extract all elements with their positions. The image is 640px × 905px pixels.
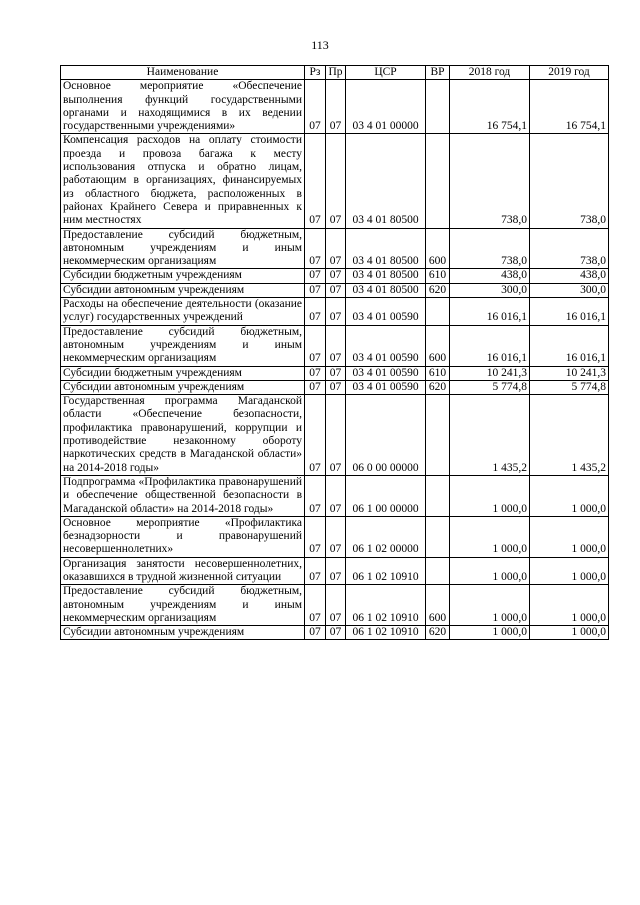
cell-pr: 07 <box>326 380 346 394</box>
header-csr: ЦСР <box>346 66 426 80</box>
cell-name: Субсидии бюджетным учреждениям <box>61 269 305 283</box>
table-row <box>61 80 609 134</box>
cell-rz: 07 <box>305 380 326 394</box>
header-2019: 2019 год <box>530 66 609 80</box>
table-row <box>61 325 609 366</box>
table-row <box>61 516 609 557</box>
cell-name: Предоставление субсидий бюджетным, автономным учреждениям и иным некоммерческим организациям <box>61 585 305 626</box>
cell-rz: 07 <box>305 80 326 134</box>
cell-vr: 610 <box>426 269 450 283</box>
cell-pr: 07 <box>326 557 346 585</box>
cell-rz: 07 <box>305 395 326 476</box>
cell-2018: 16 754,1 <box>450 80 530 134</box>
cell-2019: 1 000,0 <box>530 585 609 626</box>
cell-2018: 1 000,0 <box>450 557 530 585</box>
cell-vr <box>426 80 450 134</box>
table-row <box>61 626 609 640</box>
cell-2019: 16 754,1 <box>530 80 609 134</box>
cell-pr: 07 <box>326 80 346 134</box>
cell-rz: 07 <box>305 366 326 380</box>
cell-2018: 438,0 <box>450 269 530 283</box>
cell-pr: 07 <box>326 366 346 380</box>
cell-pr: 07 <box>326 269 346 283</box>
cell-vr <box>426 395 450 476</box>
cell-name: Основное мероприятие «Обеспечение выполнения функций государственными органами и находящимися в их ведении государственными учреждениями» <box>61 80 305 134</box>
cell-vr: 620 <box>426 380 450 394</box>
table-row <box>61 228 609 269</box>
cell-2018: 300,0 <box>450 283 530 297</box>
cell-csr: 03 4 01 80500 <box>346 269 426 283</box>
cell-vr: 600 <box>426 585 450 626</box>
cell-csr: 03 4 01 00590 <box>346 366 426 380</box>
cell-2019: 738,0 <box>530 134 609 228</box>
cell-csr: 06 1 00 00000 <box>346 475 426 516</box>
cell-2019: 16 016,1 <box>530 298 609 326</box>
cell-csr: 06 1 02 00000 <box>346 516 426 557</box>
cell-2018: 1 000,0 <box>450 516 530 557</box>
cell-pr: 07 <box>326 395 346 476</box>
cell-2018: 738,0 <box>450 134 530 228</box>
cell-rz: 07 <box>305 475 326 516</box>
cell-2018: 5 774,8 <box>450 380 530 394</box>
cell-2019: 300,0 <box>530 283 609 297</box>
header-name: Наименование <box>61 66 305 80</box>
cell-csr: 03 4 01 00590 <box>346 298 426 326</box>
cell-vr: 610 <box>426 366 450 380</box>
cell-2018: 738,0 <box>450 228 530 269</box>
cell-csr: 03 4 01 00590 <box>346 325 426 366</box>
table-header <box>61 66 609 80</box>
cell-name: Расходы на обеспечение деятельности (оказание услуг) государственных учреждений <box>61 298 305 326</box>
table-row <box>61 298 609 326</box>
table-row <box>61 585 609 626</box>
table-row <box>61 134 609 228</box>
cell-csr: 03 4 01 80500 <box>346 228 426 269</box>
cell-rz: 07 <box>305 298 326 326</box>
cell-rz: 07 <box>305 516 326 557</box>
cell-2018: 16 016,1 <box>450 298 530 326</box>
cell-rz: 07 <box>305 325 326 366</box>
cell-2019: 1 000,0 <box>530 475 609 516</box>
cell-rz: 07 <box>305 557 326 585</box>
cell-2019: 438,0 <box>530 269 609 283</box>
cell-name: Компенсация расходов на оплату стоимости проезда и провоза багажа к месту использования отпуска и обратно лицам, работающим в организациях, финансируемых из областного бюджета, расположенных в районах Крайнего Севера и приравненных к ним местностях <box>61 134 305 228</box>
cell-2019: 10 241,3 <box>530 366 609 380</box>
cell-rz: 07 <box>305 283 326 297</box>
cell-2019: 5 774,8 <box>530 380 609 394</box>
table-row <box>61 395 609 476</box>
cell-csr: 06 0 00 00000 <box>346 395 426 476</box>
cell-pr: 07 <box>326 283 346 297</box>
cell-2018: 1 000,0 <box>450 475 530 516</box>
cell-csr: 03 4 01 00590 <box>346 380 426 394</box>
cell-pr: 07 <box>326 298 346 326</box>
cell-name: Субсидии автономным учреждениям <box>61 626 305 640</box>
cell-pr: 07 <box>326 325 346 366</box>
cell-2019: 738,0 <box>530 228 609 269</box>
header-pr: Пр <box>326 66 346 80</box>
cell-2018: 1 435,2 <box>450 395 530 476</box>
cell-name: Предоставление субсидий бюджетным, автономным учреждениям и иным некоммерческим организациям <box>61 325 305 366</box>
cell-vr: 620 <box>426 626 450 640</box>
header-row <box>61 66 609 80</box>
cell-2018: 1 000,0 <box>450 626 530 640</box>
cell-pr: 07 <box>326 585 346 626</box>
cell-vr <box>426 298 450 326</box>
cell-2018: 16 016,1 <box>450 325 530 366</box>
cell-name: Субсидии бюджетным учреждениям <box>61 366 305 380</box>
cell-vr: 620 <box>426 283 450 297</box>
cell-2019: 1 000,0 <box>530 626 609 640</box>
cell-pr: 07 <box>326 228 346 269</box>
cell-csr: 06 1 02 10910 <box>346 557 426 585</box>
cell-2019: 1 435,2 <box>530 395 609 476</box>
table-row <box>61 269 609 283</box>
page-number: 113 <box>311 38 329 52</box>
cell-name: Подпрограмма «Профилактика правонарушений и обеспечение общественной безопасности в Магаданской области» на 2014-2018 годы» <box>61 475 305 516</box>
cell-csr: 06 1 02 10910 <box>346 626 426 640</box>
table-body <box>61 80 609 640</box>
cell-rz: 07 <box>305 134 326 228</box>
cell-2019: 16 016,1 <box>530 325 609 366</box>
cell-pr: 07 <box>326 475 346 516</box>
cell-vr <box>426 475 450 516</box>
header-2018: 2018 год <box>450 66 530 80</box>
cell-rz: 07 <box>305 269 326 283</box>
cell-name: Субсидии автономным учреждениям <box>61 380 305 394</box>
cell-csr: 03 4 01 80500 <box>346 134 426 228</box>
table-row <box>61 283 609 297</box>
cell-name: Организация занятости несовершеннолетних, оказавшихся в трудной жизненной ситуации <box>61 557 305 585</box>
cell-name: Предоставление субсидий бюджетным, автономным учреждениям и иным некоммерческим организациям <box>61 228 305 269</box>
cell-pr: 07 <box>326 134 346 228</box>
cell-name: Государственная программа Магаданской области «Обеспечение безопасности, профилактика правонарушений, коррупции и противодействие незаконному обороту наркотических средств в Магаданской области» на 2014-2018 годы» <box>61 395 305 476</box>
cell-2019: 1 000,0 <box>530 557 609 585</box>
cell-vr: 600 <box>426 325 450 366</box>
table-row <box>61 380 609 394</box>
cell-2018: 10 241,3 <box>450 366 530 380</box>
cell-pr: 07 <box>326 516 346 557</box>
header-rz: Рз <box>305 66 326 80</box>
cell-pr: 07 <box>326 626 346 640</box>
cell-csr: 06 1 02 10910 <box>346 585 426 626</box>
cell-name: Основное мероприятие «Профилактика безнадзорности и правонарушений несовершеннолетних» <box>61 516 305 557</box>
cell-vr: 600 <box>426 228 450 269</box>
table-row <box>61 475 609 516</box>
cell-2019: 1 000,0 <box>530 516 609 557</box>
table-row <box>61 557 609 585</box>
cell-name: Субсидии автономным учреждениям <box>61 283 305 297</box>
table-row <box>61 366 609 380</box>
cell-csr: 03 4 01 00000 <box>346 80 426 134</box>
cell-rz: 07 <box>305 626 326 640</box>
budget-table <box>60 65 609 640</box>
cell-vr <box>426 557 450 585</box>
cell-rz: 07 <box>305 228 326 269</box>
cell-2018: 1 000,0 <box>450 585 530 626</box>
cell-rz: 07 <box>305 585 326 626</box>
cell-vr <box>426 134 450 228</box>
header-vr: ВР <box>426 66 450 80</box>
cell-vr <box>426 516 450 557</box>
cell-csr: 03 4 01 80500 <box>346 283 426 297</box>
